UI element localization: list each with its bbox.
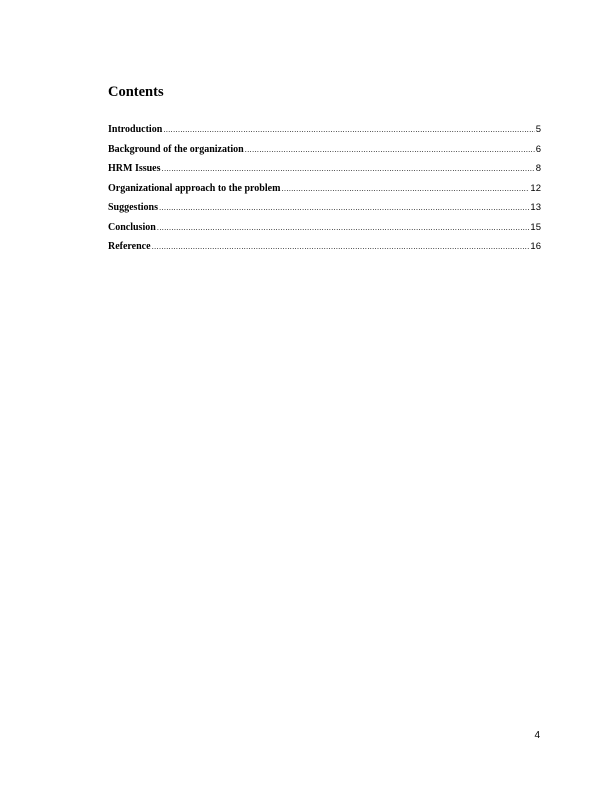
dot-leader — [281, 182, 529, 196]
toc-entry-title: Conclusion — [108, 221, 156, 233]
toc-entry-suggestions[interactable] — [108, 201, 541, 221]
dot-leader — [163, 123, 534, 137]
toc-entry-title: Background of the organization — [108, 143, 244, 155]
toc-entry-conclusion[interactable] — [108, 221, 541, 241]
toc-entry-title: Suggestions — [108, 202, 159, 213]
toc-entry-title: Reference — [108, 241, 151, 252]
toc-entry-page: 8 — [535, 163, 541, 174]
toc-entry-page: 16 — [530, 241, 541, 252]
toc-entry-page: 5 — [535, 124, 541, 135]
toc-entry-organizational-approach[interactable] — [108, 182, 541, 202]
page-number: 4 — [534, 730, 540, 741]
toc-entry-background[interactable] — [108, 143, 541, 163]
toc-heading: Contents — [108, 84, 164, 100]
toc-entry-title: Organizational approach to the problem — [108, 182, 281, 194]
table-of-contents — [108, 123, 541, 260]
toc-entry-page: 15 — [530, 221, 541, 233]
toc-entry-reference[interactable] — [108, 240, 541, 260]
toc-entry-introduction[interactable] — [108, 123, 541, 143]
toc-entry-page: 6 — [535, 143, 541, 155]
dot-leader — [159, 201, 529, 215]
dot-leader — [245, 143, 535, 157]
dot-leader — [162, 162, 535, 176]
toc-entry-title: Introduction — [108, 124, 163, 135]
toc-entry-page: 12 — [530, 182, 541, 194]
toc-entry-hrm-issues[interactable] — [108, 162, 541, 182]
toc-entry-page: 13 — [530, 202, 541, 213]
dot-leader — [152, 240, 530, 254]
dot-leader — [157, 221, 530, 235]
toc-entry-title: HRM Issues — [108, 163, 161, 174]
